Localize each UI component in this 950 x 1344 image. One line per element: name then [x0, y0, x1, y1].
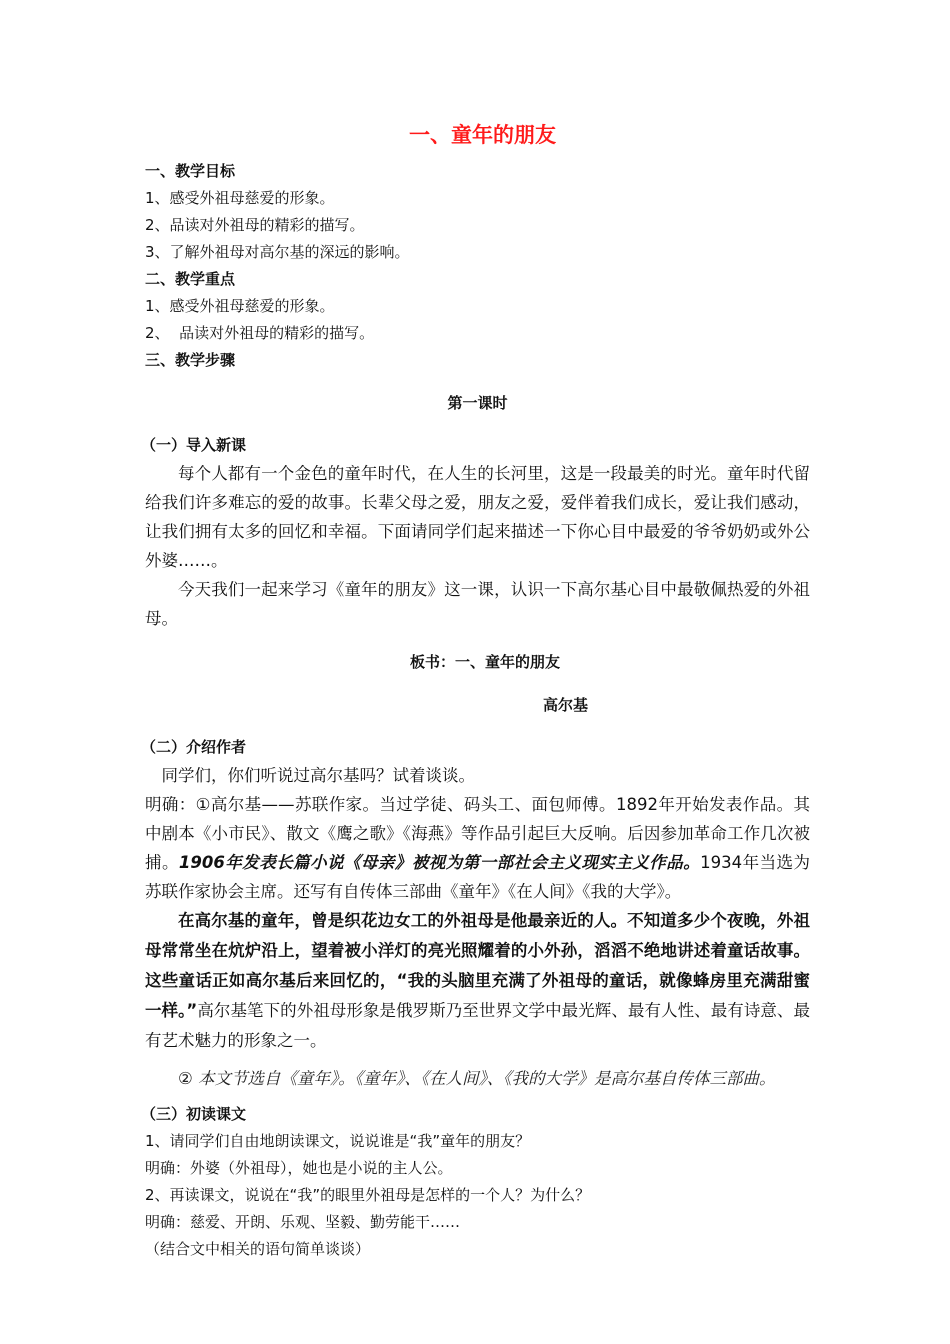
- reading-answer-2: 明确：慈爱、开朗、乐观、坚毅、勤劳能干……: [145, 1213, 461, 1231]
- intro-paragraph: 每个人都有一个金色的童年时代，在人生的长河里，这是一段最美的时光。童年时代留给我们许多难忘的爱的故事。长辈父母之爱，朋友之爱，爱伴着我们成长，爱让我们感动，让我们拥有太多的回忆和幸福。下面请同学们起来描述一下你心目中最爱的爷爷奶奶或外公外婆……。: [145, 464, 810, 570]
- document-title: 一、童年的朋友: [409, 123, 556, 147]
- focus-item: 2、 品读对外祖母的精彩的描写。: [145, 324, 375, 342]
- author-answer-emphasis: 1906年发表长篇小说《母亲》被视为第一部社会主义现实主义作品。: [178, 853, 701, 872]
- grandmother-paragraph-bold: 在高尔基的童年，曾是织花边女工的外祖母是他最亲近的人。不知道多少个夜晚，外祖母常常坐在炕炉沿上，望着被小洋灯的亮光照耀着的小外孙，滔滔不绝地讲述着童话故事。这些童话正如高尔基后来回忆的，“我的头脑里充满了外祖母的童话，就像蜂房里充满甜蜜一样。”: [145, 911, 810, 1020]
- reading-question-2: 2、再读课文，说说在“我”的眼里外祖母是怎样的一个人？为什么？: [145, 1186, 591, 1204]
- goal-item: 3、了解外祖母对高尔基的深远的影响。: [145, 243, 410, 261]
- author-question: 同学们，你们听说过高尔基吗？试着谈谈。: [161, 766, 475, 785]
- reading-question-1: 1、请同学们自由地朗读课文，说说谁是“我”童年的朋友？: [145, 1132, 531, 1150]
- section-heading-steps: 三、教学步骤: [145, 351, 236, 369]
- focus-item: 1、感受外祖母慈爱的形象。: [145, 297, 335, 315]
- grandmother-paragraph-normal: 高尔基笔下的外祖母形象是俄罗斯乃至世界文学中最光辉、最有人性、最有诗意、最有艺术魅力的形象之一。: [145, 1001, 810, 1050]
- author-answer: [145, 790, 810, 906]
- part-heading-author: （二）介绍作者: [141, 738, 247, 756]
- grandmother-paragraph: [145, 906, 810, 1056]
- goal-item: 2、品读对外祖母的精彩的描写。: [145, 216, 365, 234]
- board-author: 高尔基: [543, 696, 589, 714]
- lesson-label: 第一课时: [447, 394, 508, 412]
- goal-item: 1、感受外祖母慈爱的形象。: [145, 189, 335, 207]
- document-page: [141, 118, 810, 1263]
- section-heading-goals: 一、教学目标: [145, 162, 236, 180]
- author-answer-text-2: 1934年当选为苏联作家协会主席。还写有自传体三部曲《童年》《在人间》《我的大学》。: [145, 853, 810, 901]
- source-note: ② 本文节选自《童年》。《童年》、《在人间》、《我的大学》是高尔基自传体三部曲。: [178, 1069, 776, 1088]
- board-title: 板书：一、童年的朋友: [410, 653, 561, 671]
- author-answer-text: 明确：①高尔基——苏联作家。当过学徒、码头工、面包师傅。1892年开始发表作品。其中剧本《小市民》、散文《鹰之歌》《海燕》等作品引起巨大反响。后因参加革命工作几次被捕。: [145, 795, 810, 872]
- part-heading-intro: （一）导入新课: [141, 436, 247, 454]
- section-heading-focus: 二、教学重点: [145, 270, 236, 288]
- reading-note: （结合文中相关的语句简单谈谈）: [145, 1240, 371, 1258]
- reading-answer-1: 明确：外婆（外祖母），她也是小说的主人公。: [145, 1159, 453, 1177]
- intro-paragraph-2: 今天我们一起来学习《童年的朋友》这一课，认识一下高尔基心目中最敬佩热爱的外祖母。: [145, 580, 810, 628]
- part-heading-reading: （三）初读课文: [141, 1105, 247, 1123]
